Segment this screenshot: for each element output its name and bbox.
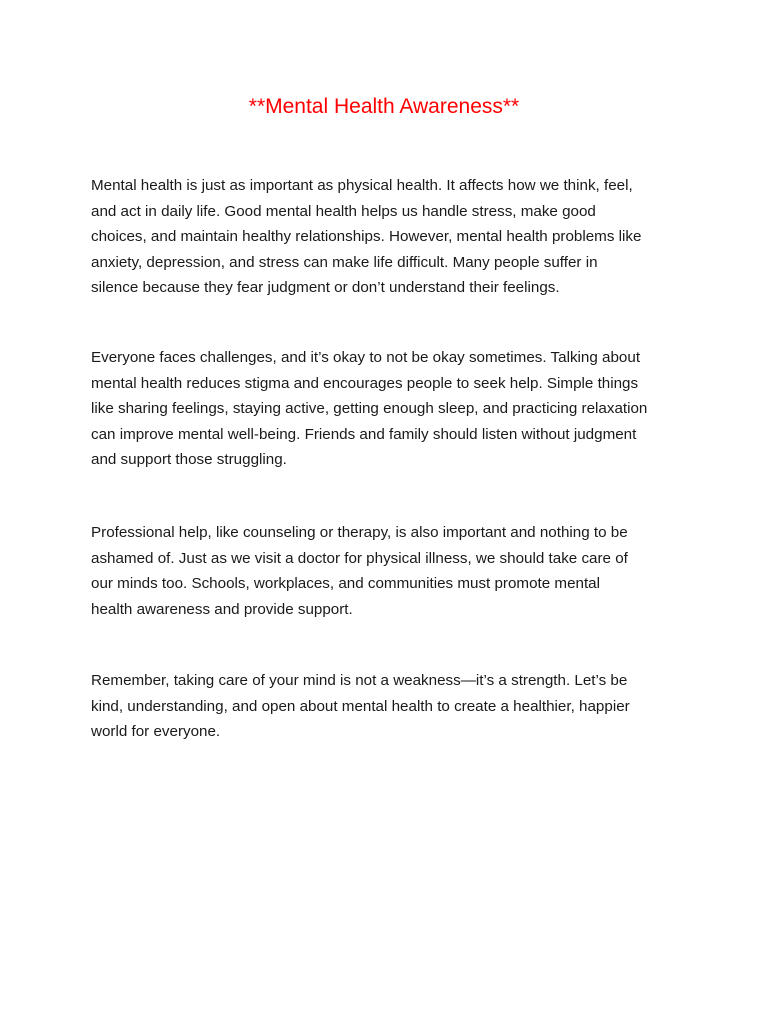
paragraph-line: and act in daily life. Good mental health helps us handle stress, make good xyxy=(91,202,596,220)
paragraph-line: Remember, taking care of your mind is not a weakness—it’s a strength. Let’s be xyxy=(91,672,628,689)
paragraph-line: our minds too. Schools, workplaces, and communities must promote mental xyxy=(91,575,601,593)
document-title: **Mental Health Awareness** xyxy=(248,95,520,118)
paragraph-line: health awareness and provide support. xyxy=(91,600,353,618)
paragraph-line: silence because they fear judgment or don’t understand their feelings. xyxy=(91,279,560,297)
paragraph-line: world for everyone. xyxy=(91,723,221,741)
paragraph-line: can improve mental well-being. Friends and family should listen without judgment xyxy=(91,425,637,443)
paragraph-line: choices, and maintain healthy relationships. However, mental health problems like xyxy=(91,228,642,246)
paragraph-1 xyxy=(91,173,691,301)
paragraph-line: Mental health is just as important as physical health. It affects how we think, feel, xyxy=(91,177,633,194)
paragraph-line: ashamed of. Just as we visit a doctor for physical illness, we should take care of xyxy=(91,549,628,567)
paragraph-line: like sharing feelings, staying active, getting enough sleep, and practicing relaxation xyxy=(91,400,648,418)
paragraph-line: anxiety, depression, and stress can make life difficult. Many people suffer in xyxy=(91,253,598,271)
paragraph-2 xyxy=(91,345,691,473)
paragraph-3 xyxy=(91,520,691,622)
paragraph-line: kind, understanding, and open about mental health to create a healthier, happier xyxy=(91,697,630,715)
paragraph-line: mental health reduces stigma and encourages people to seek help. Simple things xyxy=(91,374,639,392)
paragraph-line: and support those struggling. xyxy=(91,451,287,469)
paragraph-line: Professional help, like counseling or therapy, is also important and nothing to be xyxy=(91,524,628,541)
paragraph-4 xyxy=(91,668,691,745)
paragraph-line: Everyone faces challenges, and it’s okay to not be okay sometimes. Talking about xyxy=(91,349,641,366)
